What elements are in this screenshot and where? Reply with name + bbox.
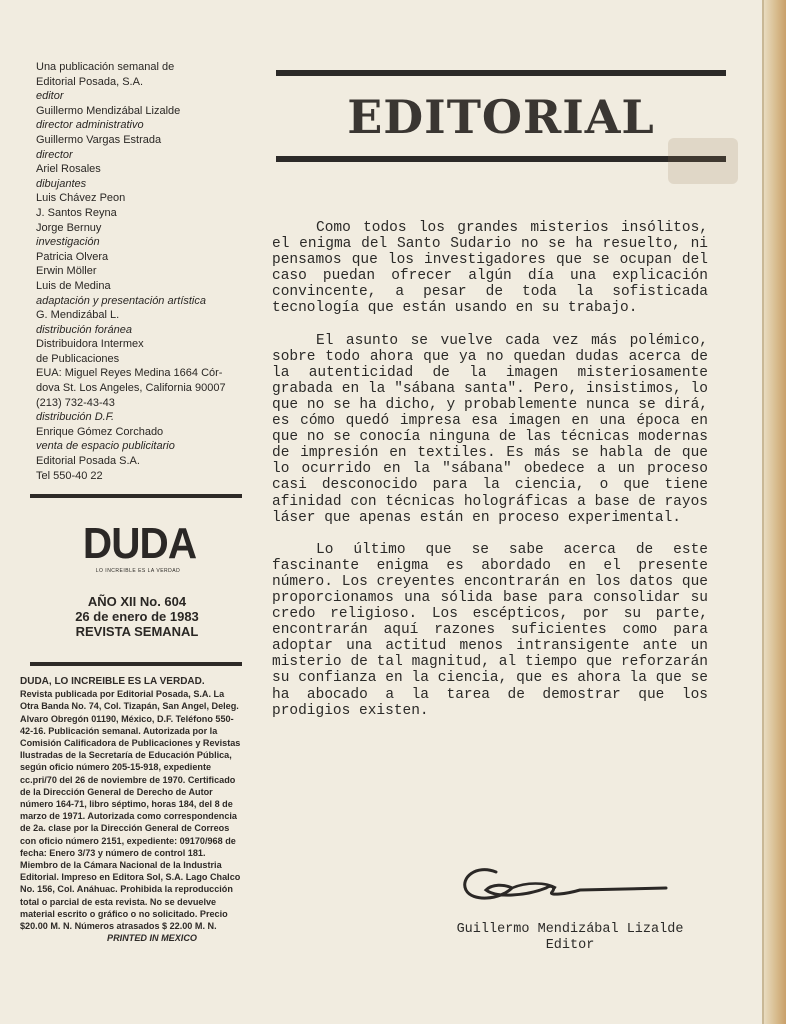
masthead-name: Editorial Posada S.A.: [36, 455, 140, 468]
legal-notice: [20, 676, 244, 944]
title-rule-bottom: [276, 156, 726, 162]
masthead-name: (213) 732-43-43: [36, 396, 115, 409]
signature-block: [420, 922, 720, 954]
masthead-name: Una publicación semanal de: [36, 61, 175, 73]
handwritten-signature: [456, 858, 670, 908]
masthead-role: adaptación y presentación artística: [36, 294, 206, 307]
masthead-credits: [36, 60, 246, 483]
masthead-name: G. Mendizábal L.: [36, 309, 120, 322]
masthead-role: editor: [36, 90, 64, 103]
masthead-name: Patricia Olvera: [36, 250, 109, 263]
legal-heading: DUDA, LO INCREIBLE ES LA VERDAD.: [20, 676, 205, 687]
signer-name: Guillermo Mendizábal Lizalde: [456, 922, 684, 937]
divider-rule: [30, 494, 242, 498]
masthead-role: distribución D.F.: [36, 411, 115, 424]
page-title: EDITORIAL: [347, 90, 655, 144]
masthead-role: dibujantes: [36, 177, 87, 190]
masthead-name: J. Santos Reyna: [36, 206, 117, 219]
masthead-name: Jorge Bernuy: [36, 221, 102, 234]
issue-info: [42, 594, 232, 639]
masthead-role: investigación: [36, 236, 100, 249]
masthead-name: Tel 550-40 22: [36, 469, 103, 482]
logo-tagline: LO INCREIBLE ES LA VERDAD: [95, 568, 181, 574]
editorial-paragraph: Lo último que se sabe acerca de este fascinante enigma es abordado en el presente número. Los creyentes encontrarán en los datos que proporcionamos una sólida base para consolidar su credo religioso. Los escépticos, por su parte, encontrarán aquí razones suficientes como para adoptar una actitud menos intransigente ante un misterio de tal magnitud, al tiempo que reforzarán su confianza en la ciencia, que es ahora la que se ha abocado a la tarea de demostrar que los prodigios existen.: [272, 541, 708, 719]
masthead-name: dova St. Los Angeles, California 90007: [36, 382, 226, 395]
masthead-name: Guillermo Mendizábal Lizalde: [36, 104, 181, 117]
duda-logo: [78, 519, 198, 574]
issue-number: AÑO XII No. 604: [87, 594, 187, 609]
masthead-role: distribución foránea: [36, 323, 133, 336]
masthead-role: director: [36, 148, 73, 161]
masthead-name: Erwin Möller: [36, 265, 97, 278]
page-edge: [764, 0, 786, 1024]
title-rule-top: [276, 70, 726, 76]
editorial-body: [272, 220, 708, 735]
signer-title: Editor: [545, 938, 595, 953]
masthead-name: Luis Chávez Peon: [36, 192, 126, 205]
issue-frequency: REVISTA SEMANAL: [75, 624, 199, 639]
masthead-name: Editorial Posada, S.A.: [36, 75, 144, 88]
logo-wordmark: DUDA: [82, 519, 197, 568]
masthead-name: Ariel Rosales: [36, 163, 101, 176]
issue-date: 26 de enero de 1983: [75, 609, 199, 624]
masthead-name: EUA: Miguel Reyes Medina 1664 Cór-: [36, 367, 223, 380]
masthead-name: de Publicaciones: [36, 352, 120, 365]
printed-in-note: PRINTED IN MEXICO: [107, 933, 197, 944]
masthead-name: Luis de Medina: [36, 279, 111, 292]
editorial-paragraph: El asunto se vuelve cada vez más polémico, sobre todo ahora que ya no quedan dudas acerca de la autenticidad de la imagen misteriosamente grabada en la "sábana santa". Pero, insistimos, lo que no se ha dicho, y probablemente nunca se dirá, es cómo quedó impresa esa imagen en una época en que no se conocía ninguna de las técnicas modernas de impresión en textiles. Es más se habla de que lo ocurrido en la "sábana" obedece a un proceso casi desconocido para la ciencia, o que tiene afinidad con técnicas holográficas a base de rayos láser que apenas están en proceso experimental.: [272, 332, 708, 526]
masthead-role: venta de espacio publicitario: [36, 440, 175, 453]
ink-stamp: [668, 138, 738, 184]
masthead-role: director administrativo: [36, 119, 144, 132]
masthead-name: Distribuidora Intermex: [36, 338, 144, 351]
legal-text: Revista publicada por Editorial Posada, S.A. La Otra Banda No. 74, Col. Tizapán, San Angel, Deleg. Alvaro Obregón 01190, México, D.F. Teléfono 550-42-16. Publicación semanal. Autorizada por la Comisión Calificadora de Publicaciones y Revistas Ilustradas de la Secretaría de Educación Pública, según oficio número 205-15-918, expediente cc.pri/70 del 26 de noviembre de 1970. Certificado de la Dirección General de Derecho de Autor número 164-71, libro séptimo, horas 184, del 8 de marzo de 1971. Autorizada como correspondencia de 2a. clase por la Dirección General de Correos con oficio número 2151, expediente: 09170/968 de fecha: Enero 3/73 y número de control 181. Miembro de la Cámara Nacional de la Industria Editorial. Impreso en Editora Sol, S.A. Lago Chalco No. 156, Col. Anáhuac. Prohibida la reproducción total o parcial de esta revista. No se devuelve material escrito o gráfico o no solicitado. Precio $20.00 M. N. Números atrasados $ 22.00 M. N.: [20, 689, 241, 932]
masthead-name: Enrique Gómez Corchado: [36, 425, 164, 438]
masthead-name: Guillermo Vargas Estrada: [36, 133, 162, 146]
editorial-paragraph: Como todos los grandes misterios insólitos, el enigma del Santo Sudario no se ha resuelto, ni pensamos que los investigadores que se ocupan del caso puedan ofrecer algún día una explicación convincente, a pesar de toda la sofisticada tecnología que están usando en su trabajo.: [272, 220, 708, 317]
divider-rule: [30, 662, 242, 666]
